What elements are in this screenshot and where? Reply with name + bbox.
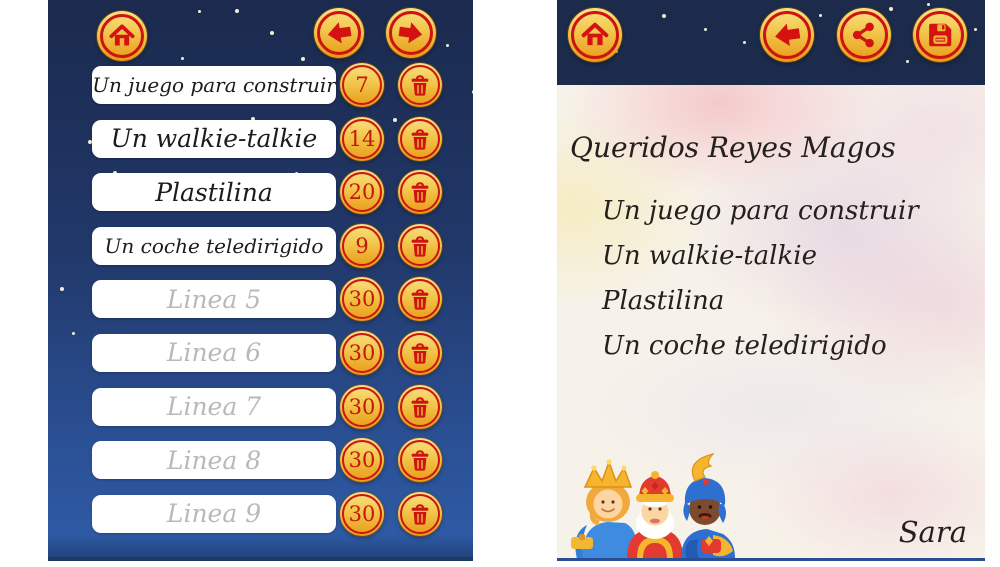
letter-items (602, 189, 919, 369)
letter-signature: Sara (898, 515, 967, 549)
chars-left-badge (340, 117, 384, 161)
share-button[interactable] (837, 8, 891, 62)
wish-line-input[interactable] (92, 173, 336, 211)
chars-left-badge (340, 224, 384, 268)
wish-line-input[interactable] (92, 495, 336, 533)
chars-left-value: 7 (355, 73, 369, 97)
letter-paper (557, 85, 985, 561)
back-button[interactable] (760, 8, 814, 62)
chars-left-value: 30 (348, 287, 376, 312)
wish-line-input[interactable] (92, 334, 336, 372)
wish-line-input[interactable] (92, 441, 336, 479)
delete-line-button[interactable] (398, 170, 442, 214)
wish-line-input[interactable] (92, 120, 336, 158)
chars-left-badge (340, 170, 384, 214)
delete-line-button[interactable] (398, 63, 442, 107)
wishlist-screen (48, 0, 473, 561)
wishlist-row (48, 385, 473, 429)
chars-left-value: 30 (348, 340, 376, 365)
delete-line-button[interactable] (398, 331, 442, 375)
wishlist-row (48, 492, 473, 536)
chars-left-badge (340, 63, 384, 107)
wish-line-input[interactable] (92, 280, 336, 318)
chars-left-badge (340, 277, 384, 321)
delete-line-button[interactable] (398, 438, 442, 482)
wishlist-row (48, 438, 473, 482)
letter-toolbar (557, 0, 985, 85)
wishlist-rows (48, 0, 473, 536)
save-button[interactable] (913, 8, 967, 62)
chars-left-badge (340, 492, 384, 536)
delete-line-button[interactable] (398, 277, 442, 321)
chars-left-value: 9 (355, 233, 369, 258)
letter-item: Un coche teledirigido (602, 331, 887, 361)
delete-line-button[interactable] (398, 492, 442, 536)
chars-left-badge (340, 438, 384, 482)
chars-left-badge (340, 331, 384, 375)
wish-line-input[interactable] (92, 388, 336, 426)
wishlist-row (48, 117, 473, 161)
letter-item: Un juego para construir (602, 196, 919, 226)
chars-left-value: 30 (348, 501, 376, 526)
letter-item: Un walkie-talkie (602, 241, 817, 271)
wishlist-row (48, 170, 473, 214)
chars-left-value: 30 (348, 394, 376, 419)
wish-line-input[interactable] (92, 66, 336, 104)
chars-left-badge (340, 385, 384, 429)
letter-salutation: Queridos Reyes Magos (570, 131, 896, 164)
wishlist-row (48, 224, 473, 268)
wish-line-input[interactable] (92, 227, 336, 265)
wishlist-row (48, 63, 473, 107)
chars-left-value: 20 (348, 180, 376, 205)
delete-line-button[interactable] (398, 385, 442, 429)
delete-line-button[interactable] (398, 117, 442, 161)
letter-preview-screen (557, 0, 985, 561)
delete-line-button[interactable] (398, 224, 442, 268)
chars-left-value: 14 (348, 126, 376, 151)
three-kings-illustration (563, 451, 745, 561)
wishlist-row (48, 277, 473, 321)
chars-left-value: 30 (348, 448, 376, 473)
letter-item: Plastilina (602, 286, 725, 316)
wishlist-row (48, 331, 473, 375)
home-button[interactable] (568, 8, 622, 62)
